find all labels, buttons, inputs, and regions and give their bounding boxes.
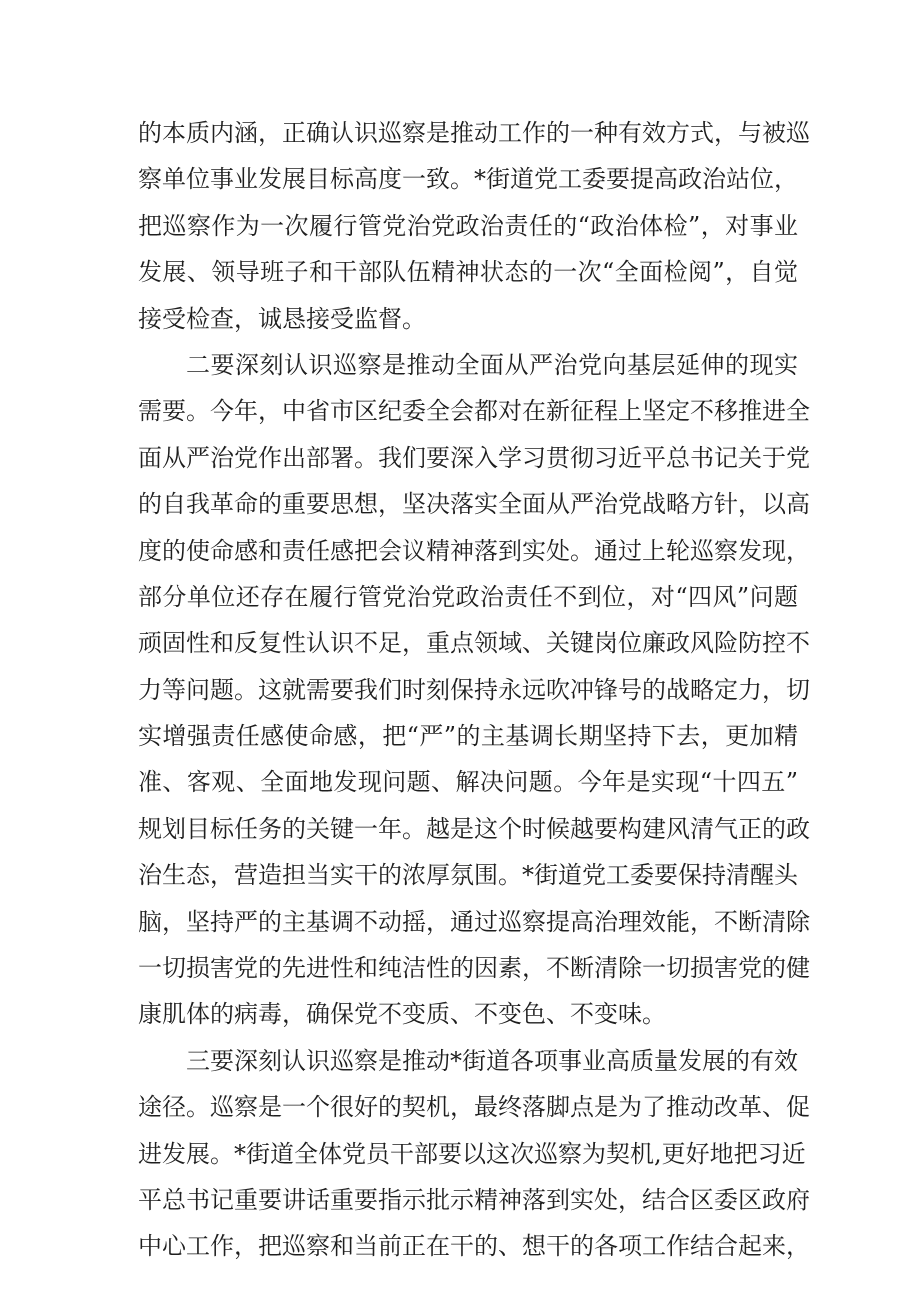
text-line: 的自我革命的重要思想，坚决落实全面从严治党战略方针，以高 bbox=[138, 490, 810, 519]
text-line: 度的使命感和责任感把会议精神落到实处。通过上轮巡察发现， bbox=[138, 536, 810, 565]
text-line: 进发展。*街道全体党员干部要以这次巡察为契机,更好地把习近 bbox=[138, 1139, 806, 1168]
text-line: 顽固性和反复性认识不足，重点领域、关键岗位廉政风险防控不 bbox=[138, 629, 810, 658]
text-line: 途径。巡察是一个很好的契机，最终落脚点是为了推动改革、促 bbox=[138, 1093, 810, 1122]
text-line: 的本质内涵，正确认识巡察是推动工作的一种有效方式，与被巡 bbox=[138, 119, 810, 147]
text-line: 平总书记重要讲话重要指示批示精神落到实处，结合区委区政府 bbox=[138, 1185, 810, 1214]
text-line: 实增强责任感使命感，把“严”的主基调长期坚持下去，更加精 bbox=[138, 722, 798, 751]
paragraph-start-line: 三要深刻认识巡察是推动*街道各项事业高质量发展的有效 bbox=[186, 1046, 798, 1075]
text-line: 部分单位还存在履行管党治党政治责任不到位，对“四风”问题 bbox=[138, 582, 798, 611]
text-line: 把巡察作为一次履行管党治党政治责任的“政治体检”，对事业 bbox=[138, 211, 798, 240]
text-line: 察单位事业发展目标高度一致。*街道党工委要提高政治站位， bbox=[138, 165, 798, 194]
text-line: 准、客观、全面地发现问题、解决问题。今年是实现“十四五” bbox=[138, 768, 798, 797]
document-body bbox=[138, 110, 810, 1270]
text-line: 脑，坚持严的主基调不动摇，通过巡察提高治理效能，不断清除 bbox=[138, 907, 810, 936]
paragraph-start-line: 二要深刻认识巡察是推动全面从严治党向基层延伸的现实 bbox=[186, 350, 798, 379]
text-line: 面从严治党作出部署。我们要深入学习贯彻习近平总书记关于党 bbox=[138, 443, 810, 472]
text-line: 发展、领导班子和干部队伍精神状态的一次“全面检阅”，自觉 bbox=[138, 258, 798, 287]
text-line: 康肌体的病毒，确保党不变质、不变色、不变味。 bbox=[138, 1000, 666, 1029]
text-line: 接受检查，诚恳接受监督。 bbox=[138, 304, 426, 333]
text-line: 治生态，营造担当实干的浓厚氛围。*街道党工委要保持清醒头 bbox=[138, 861, 798, 890]
text-line: 一切损害党的先进性和纯洁性的因素，不断清除一切损害党的健 bbox=[138, 954, 810, 983]
text-line: 规划目标任务的关键一年。越是这个时候越要构建风清气正的政 bbox=[138, 814, 810, 843]
text-line: 力等问题。这就需要我们时刻保持永远吹冲锋号的战略定力，切 bbox=[138, 675, 810, 704]
text-line: 中心工作，把巡察和当前正在干的、想干的各项工作结合起来， bbox=[138, 1232, 810, 1261]
text-line: 需要。今年，中省市区纪委全会都对在新征程上坚定不移推进全 bbox=[138, 397, 810, 426]
